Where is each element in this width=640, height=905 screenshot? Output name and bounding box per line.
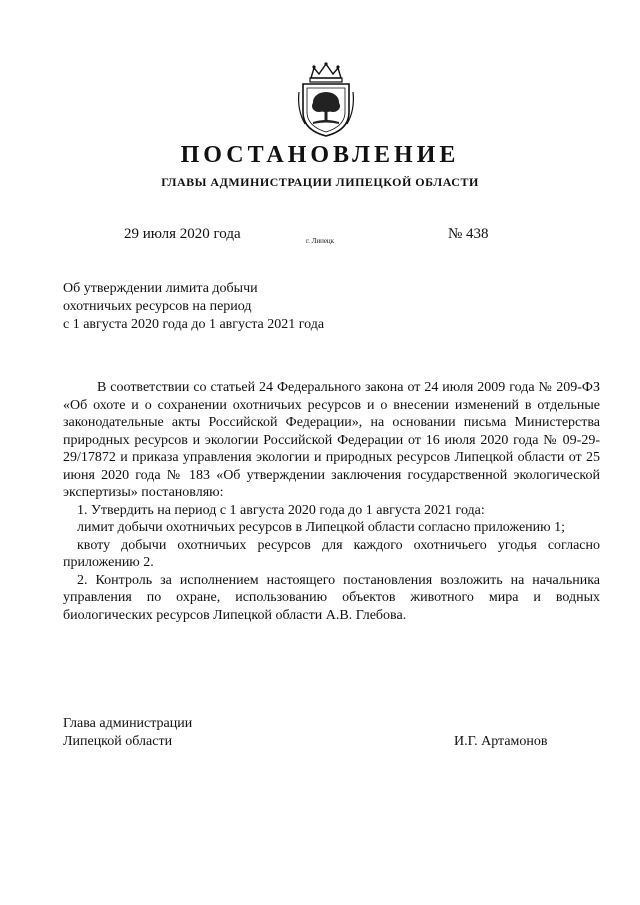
document-date: 29 июля 2020 года [124,226,241,242]
document-subject [63,280,383,334]
document-type-title: ПОСТАНОВЛЕНИЕ [180,142,460,168]
body-paragraph-limit: лимит добычи охотничьих ресурсов в Липецкой области согласно приложению 1; [77,520,565,535]
signatory-title-line: Липецкой области [63,734,173,749]
body-paragraph-quota: квоту добычи охотничьих ресурсов для каждого охотничьего угодья согласно приложению 2. [63,537,600,570]
issuer-line: ГЛАВЫ АДМИНИСТРАЦИИ ЛИПЕЦКОЙ ОБЛАСТИ [161,175,479,189]
body-paragraph-item-2: 2. Контроль за исполнением настоящего постановления возложить на начальника управления по охране, использованию объектов животного мира и водных биологических ресурсов Липецкой области А.В. Глебова. [63,572,600,623]
subject-line: охотничьих ресурсов на период [63,299,252,314]
coat-of-arms-icon [295,62,357,138]
body-paragraph-item-1: 1. Утвердить на период с 1 августа 2020 года до 1 августа 2021 года: [77,502,485,518]
signatory-name: И.Г. Артамонов [454,734,548,749]
body-paragraph-preamble: В соответствии со статьей 24 Федерального закона от 24 июля 2009 года № 209-ФЗ «Об охоте и о сохранении охотничьих ресурсов и о внесении изменений в отдельные законодательные акты Российской Федерации», на основании письма Министерства природных ресурсов и экологии Российской Федерации от 16 июля 2020 года № 09-29-29/17872 и приказа управления экологии и природных ресурсов Липецкой области от 25 июня 2020 года № 183 «Об утверждении заключения государственной экологической экспертизы» постановляю: [63,380,600,500]
subject-line: с 1 августа 2020 года до 1 августа 2021 года [63,317,325,332]
signatory-title-line: Глава администрации [63,716,193,731]
document-body [63,379,600,624]
document-number: № 438 [448,226,489,242]
document-city: г. Липецк [306,237,335,245]
signatory-title [63,715,192,751]
subject-line: Об утверждении лимита добычи [63,281,258,296]
